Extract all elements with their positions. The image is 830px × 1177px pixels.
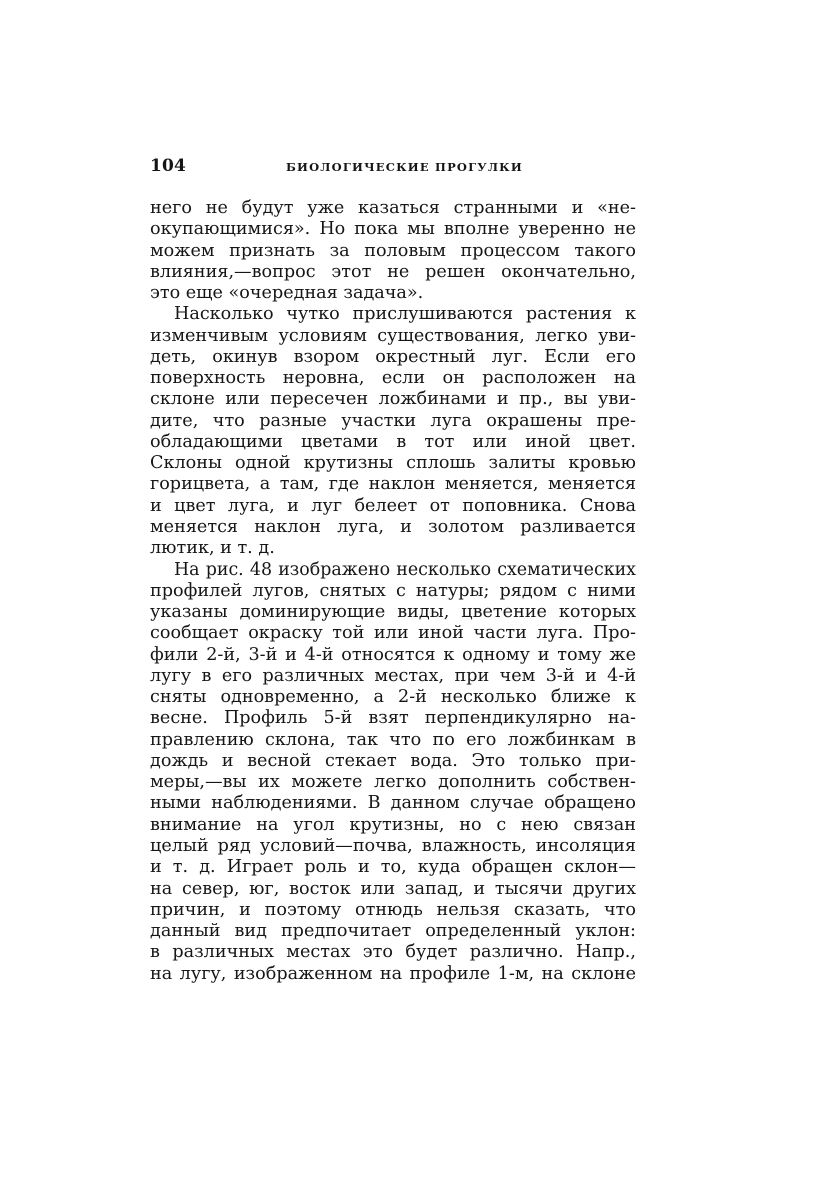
text-line: На рис. 48 изображено несколько схематических bbox=[174, 559, 636, 580]
text-line: деть, окинув взором окрестный луг. Если его bbox=[150, 346, 636, 367]
paragraph bbox=[150, 560, 636, 985]
text-line: дите, что разные участки луга окрашены пре- bbox=[150, 410, 636, 431]
text-line: и цвет луга, и луг белеет от поповника. Снова bbox=[150, 495, 636, 516]
text-line: целый ряд условий—почва, влажность, инсоляция bbox=[150, 835, 636, 856]
text-line: причин, и поэтому отнюдь нельзя сказать, что bbox=[150, 899, 636, 920]
text-line: Склоны одной крутизны сплошь залиты кровью bbox=[150, 453, 636, 474]
text-line: и т. д. Играет роль и то, куда обращен склон— bbox=[150, 857, 636, 878]
text-line: него не будут уже казаться странными и «не- bbox=[150, 198, 636, 218]
text-line: изменчивым условиям существования, легко уви- bbox=[150, 325, 636, 346]
text-line: профилей лугов, снятых с натуры; рядом с ними bbox=[150, 580, 636, 601]
text-line: меняется наклон луга, и золотом разливается bbox=[150, 516, 636, 537]
page-header bbox=[150, 156, 636, 182]
text-line: данный вид предпочитает определенный уклон: bbox=[150, 921, 636, 942]
text-line: правлению склона, так что по его ложбинкам в bbox=[150, 729, 636, 750]
text-line: меры,—вы их можете легко дополнить собствен- bbox=[150, 772, 636, 793]
text-line: лютик, и т. д. bbox=[150, 538, 275, 559]
text-line: внимание на угол крутизны, но с нею связан bbox=[150, 814, 636, 835]
text-line: склоне или пересечен ложбинами и пр., вы уви- bbox=[150, 389, 636, 410]
page-number: 104 bbox=[150, 156, 187, 176]
text-line: поверхность неровна, если он расположен на bbox=[150, 368, 636, 389]
text-line: влияния,—вопрос этот не решен окончательно, bbox=[150, 261, 636, 282]
text-line: это еще «очередная задача». bbox=[150, 283, 424, 304]
paragraph bbox=[150, 198, 636, 304]
text-line: сняты одновременно, а 2-й несколько ближе к bbox=[150, 687, 636, 708]
text-line: горицвета, а там, где наклон меняется, меняется bbox=[150, 474, 636, 495]
text-line: окупающимися». Но пока мы вполне уверенно не bbox=[150, 219, 636, 240]
text-line: весне. Профиль 5-й взят перпендикулярно на- bbox=[150, 708, 636, 729]
text-line: на север, юг, восток или запад, и тысячи других bbox=[150, 878, 636, 899]
text-line: в различных местах это будет различно. Напр., bbox=[150, 942, 636, 963]
text-line: дождь и весной стекает вода. Это только при- bbox=[150, 750, 636, 771]
text-line: указаны доминирующие виды, цветение которых bbox=[150, 602, 636, 623]
text-line: на лугу, изображенном на профиле 1-м, на склоне bbox=[150, 963, 636, 984]
paragraph bbox=[150, 304, 636, 559]
text-line: сообщает окраску той или иной части луга. Про- bbox=[150, 623, 636, 644]
text-line: лугу в его различных местах, при чем 3-й и 4-й bbox=[150, 665, 636, 686]
running-title: БИОЛОГИЧЕСКИЕ ПРОГУЛКИ bbox=[286, 160, 523, 174]
text-line: Насколько чутко прислушиваются растения к bbox=[174, 304, 636, 325]
text-line: можем признать за половым процессом такого bbox=[150, 240, 636, 261]
page-body bbox=[150, 198, 636, 985]
text-line: фили 2-й, 3-й и 4-й относятся к одному и тому же bbox=[150, 644, 636, 665]
text-line: обладающими цветами в тот или иной цвет. bbox=[150, 431, 636, 452]
text-line: ными наблюдениями. В данном случае обращено bbox=[150, 793, 636, 814]
